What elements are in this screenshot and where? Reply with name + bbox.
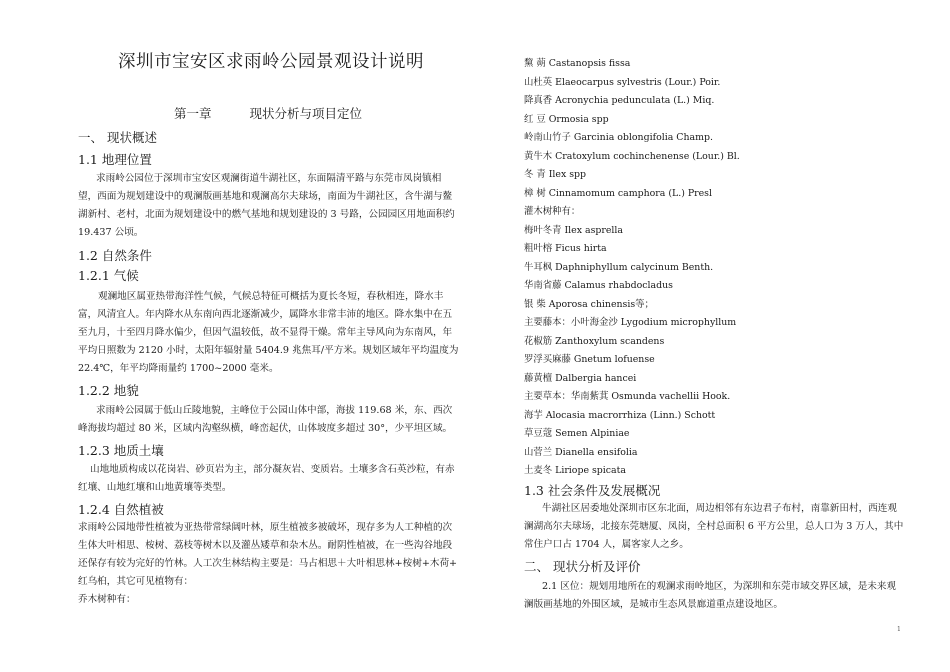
paragraph-line: 常住户口占 1704 人，属客家人之乡。 [524, 539, 689, 550]
section-1-2-2-heading: 1.2.2 地貌 [78, 383, 139, 398]
paragraph-line: 还保存有较为完好的竹林。人工次生林结构主要是：马占相思＋大叶相思林+桉树+木荷+ [78, 558, 458, 569]
paragraph-line: 生体大叶相思、桉树、荔枝等树木以及灌丛矮草和杂木丛。耐阴性植被，在一些沟谷地段 [78, 540, 453, 551]
section-1-2-3-paragraph [78, 461, 470, 497]
chapter-title: 现状分析与项目定位 [249, 106, 363, 121]
paragraph-line: 平均日照数为 2120 小时，太阳年辐射量 5404.9 兆焦耳/平方米。规划区域年平均温度为 [78, 345, 459, 356]
chapter-heading [174, 104, 362, 122]
section-2-heading: 二、 现状分析及评价 [524, 559, 641, 574]
section-1-heading: 一、 现状概述 [78, 130, 157, 145]
species-list-item: 主要草本：华南紫萁 Osmunda vachellii Hook. [524, 391, 731, 402]
species-list-item: 华南省藤 Calamus rhabdocladus [524, 280, 673, 291]
section-1-2-2-paragraph [78, 402, 470, 438]
trees-label: 乔木树种有： [78, 594, 136, 605]
species-list-item: 冬 青 Ilex spp [524, 169, 587, 180]
paragraph-line: 19.437 公顷。 [78, 227, 144, 238]
section-2-1-paragraph [524, 578, 904, 614]
paragraph-line: 求雨岭公园位于深圳市宝安区观澜街道牛湖社区，东面隔清平路与东莞市凤岗镇相 [96, 173, 442, 184]
paragraph-line: 红壤、山地红壤和山地黄壤等类型。 [78, 482, 232, 493]
paragraph-line: 澜版画基地的外围区域，是城市生态风景廊道重点建设地区。 [524, 599, 784, 610]
species-list-item: 红 豆 Ormosia spp [524, 113, 609, 125]
species-list-item: 藤黄檀 Dalbergia hancei [524, 372, 637, 384]
page-number: 1 [897, 626, 901, 633]
species-list-item: 土麦冬 Liriope spicata [524, 465, 626, 476]
species-list-item: 黧 蒴 Castanopsis fissa [524, 58, 631, 69]
species-list-item: 主要藤本：小叶海金沙 Lygodium microphyllum [524, 317, 737, 328]
paragraph-line: 牛湖社区居委地处深圳市区东北面，周边相邻有东边君子布村，南靠新田村，西连观 [542, 503, 897, 514]
species-list-item: 山菅兰 Dianella ensifolia [524, 446, 638, 458]
paragraph-line: 望，西面为规划建设中的观澜版画基地和观澜高尔夫球场，南面为牛湖社区，含牛湖与鳌 [78, 191, 453, 202]
section-1-2-3-heading: 1.2.3 地质土壤 [78, 443, 164, 458]
paragraph-line: 红乌桕，其它可见植物有： [78, 576, 194, 587]
section-1-2-1-heading: 1.2.1 气候 [78, 268, 139, 283]
chapter-label: 第一章 [174, 106, 212, 121]
species-list-item: 花椒筋 Zanthoxylum scandens [524, 335, 665, 347]
paragraph-line: 至九月，十至四月降水偏少，但因气温较低，故不显得干燥。常年主导风向为东南风，年 [78, 327, 453, 338]
species-list-item: 梅叶冬青 Ilex asprella [524, 224, 624, 236]
section-1-3-paragraph [524, 500, 904, 554]
paragraph-line: 求雨岭公园地带性植被为亚热带常绿阔叶林，原生植被多被破坏，现存多为人工种植的次 [78, 522, 453, 533]
section-1-3-heading: 1.3 社会条件及发展概况 [524, 483, 661, 498]
species-list-item: 樟 树 Cinnamomum camphora (L.) Presl [524, 187, 712, 199]
paragraph-line: 22.4℃，年平均降雨量约 1700~2000 毫米。 [78, 363, 279, 374]
species-list-item: 灌木树种有： [524, 206, 581, 217]
species-list-item: 银 柴 Aporosa chinensis等； [524, 298, 654, 310]
paragraph-line: 2.1 区位：规划用地所在的观澜求雨岭地区，为深圳和东莞市域交界区域，是未来观 [542, 581, 897, 592]
species-list-item: 罗浮买麻藤 Gnetum lofuense [524, 354, 655, 365]
section-1-2-1-paragraph [78, 288, 470, 378]
species-list-item: 草豆蔻 Semen Alpiniae [524, 428, 630, 439]
section-1-1-paragraph [78, 170, 470, 242]
species-list-item: 山杜英 Elaeocarpus sylvestris (Lour.) Poir. [524, 76, 721, 88]
species-list-item: 牛耳枫 Daphniphyllum calycinum Benth. [524, 261, 714, 273]
paragraph-line: 山地地质构成以花岗岩、砂页岩为主，部分凝灰岩、变质岩。土壤多含石英沙粒，有赤 [90, 464, 455, 475]
paragraph-line: 求雨岭公园属于低山丘陵地貌，主峰位于公园山体中部，海拔 119.68 米，东、西次 [96, 405, 453, 416]
paragraph-line: 湖新村、老村，北面为规划建设中的燃气基地和规划建设的 3 号路，公园园区用地面积约 [78, 209, 455, 220]
section-1-2-heading: 1.2 自然条件 [78, 248, 152, 263]
paragraph-line: 观澜地区属亚热带海洋性气候，气候总特征可概括为夏长冬短，春秋相连，降水丰 [98, 291, 444, 302]
section-1-1-heading: 1.1 地理位置 [78, 152, 152, 167]
species-list-item: 岭南山竹子 Garcinia oblongifolia Champ. [524, 132, 713, 143]
species-list-item: 黄牛木 Cratoxylum cochinchenense (Lour.) Bl. [524, 150, 740, 162]
species-list-item: 降真香 Acronychia pedunculata (L.) Miq. [524, 95, 715, 106]
paragraph-line: 富，风清宜人。年内降水从东南向西北逐渐减少，属降水非常丰沛的地区。降水集中在五 [78, 309, 453, 320]
species-list-item: 粗叶榕 Ficus hirta [524, 243, 607, 254]
section-1-2-4-heading: 1.2.4 自然植被 [78, 502, 164, 517]
species-list-item: 海芋 Alocasia macrorrhiza (Linn.) Schott [524, 409, 716, 421]
paragraph-line: 峰海拔均超过 80 米，区域内沟壑纵横，峰峦起伏，山体坡度多超过 30°，少平坦区域。 [78, 423, 453, 434]
section-1-2-4-paragraph [78, 519, 470, 609]
paragraph-line: 澜湖高尔夫球场，北接东莞塘厦、凤岗，全村总面积 6 平方公里，总人口为 3 万人，其中 [524, 521, 904, 532]
page-title: 深圳市宝安区求雨岭公园景观设计说明 [118, 52, 424, 72]
